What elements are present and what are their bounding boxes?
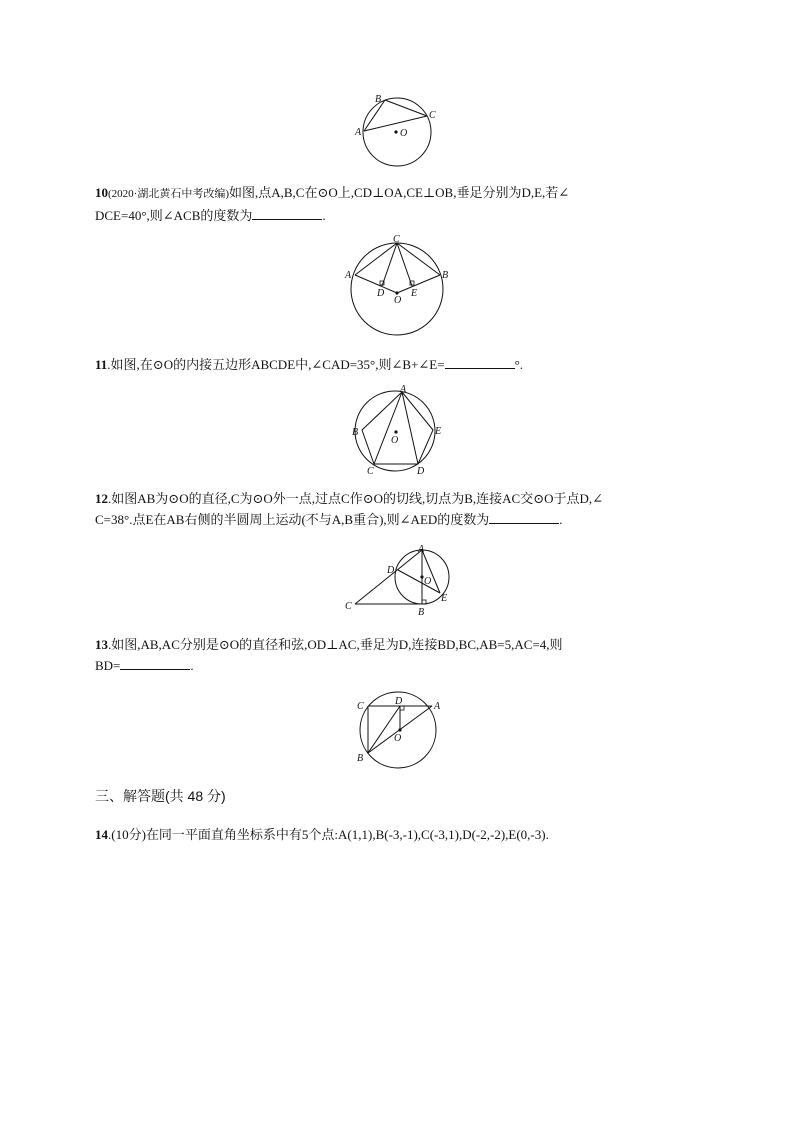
label-e: E [435, 426, 442, 437]
question-11: 11.如图,在⊙O的内接五边形ABCDE中,∠CAD=35°,则∠B+∠E= °. [95, 357, 524, 372]
answer-blank[interactable] [120, 657, 190, 670]
question-text: 如图,点A,B,C在⊙O上,CD⊥OA,CE⊥OB,垂足分别为D,E,若∠ [229, 185, 570, 200]
label-b: B [418, 607, 425, 618]
chord-ac [364, 116, 427, 131]
section-title: 三、解答题(共 48 分) [95, 788, 226, 804]
label-a: A [400, 384, 407, 395]
label-c: C [429, 110, 436, 121]
question-text: C=38°.点E在AB右侧的半圆周上运动(不与A,B重合),则∠AED的度数为 [95, 512, 490, 527]
question-text: DCE=40°,则∠ACB的度数为 [95, 208, 253, 223]
figure-q10 [340, 233, 460, 338]
question-number: 12 [95, 491, 108, 506]
answer-blank[interactable] [445, 356, 515, 369]
question-number: 13 [95, 637, 108, 652]
label-d: D [387, 565, 395, 576]
question-number: 11 [95, 357, 108, 372]
label-o: O [394, 733, 402, 744]
answer-blank[interactable] [252, 207, 322, 220]
label-o: O [400, 128, 408, 139]
label-b: B [352, 427, 359, 438]
question-number: 10 [95, 185, 108, 200]
label-b: B [357, 753, 364, 764]
figure-q13 [350, 690, 450, 772]
label-a: A [355, 127, 362, 138]
question-14 [95, 824, 705, 845]
circle-o [351, 243, 443, 335]
question-text: .(10分)在同一平面直角坐标系中有5个点:A(1,1),B(-3,-1),C(-3,1),D(-2,-2),E(0,-3). [108, 827, 549, 842]
label-e: E [411, 288, 418, 299]
label-c: C [345, 601, 352, 612]
label-d: D [377, 288, 385, 299]
question-source: (2020·湖北黄石中考改编) [108, 188, 229, 200]
question-10: 10(2020·湖北黄石中考改编)如图,点A,B,C在⊙O上,CD⊥OA,CE⊥OB,垂足分别为D,E,若∠ DCE=40°,则∠ACB的度数为 . [95, 185, 570, 223]
label-a: A [434, 701, 441, 712]
label-o: O [391, 435, 399, 446]
question-text: BD= [95, 658, 121, 673]
label-c: C [367, 466, 374, 477]
question-number: 14 [95, 827, 108, 842]
label-a: A [345, 270, 352, 281]
answer-blank[interactable] [489, 511, 559, 524]
figure-q11 [345, 384, 455, 479]
figure-q9 [345, 92, 445, 172]
question-text: .如图,在⊙O的内接五边形ABCDE中,∠CAD=35°,则∠B+∠E= [107, 357, 445, 372]
label-o: O [394, 295, 402, 306]
question-12: 12.如图AB为⊙O的直径,C为⊙O外一点,过点C作⊙O的切线,切点为B,连接AC交⊙O于点D,∠ C=38°.点E在AB右侧的半圆周上运动(不与A,B重合),则∠AED的度数为 . [95, 491, 604, 527]
figure-q12 [340, 543, 460, 618]
label-b: B [442, 270, 449, 281]
question-text: .如图,AB,AC分别是⊙O的直径和弦,OD⊥AC,垂足为D,连接BD,BC,AB=5,AC=4,则 [108, 637, 563, 652]
label-a: A [418, 544, 425, 555]
center-point [394, 130, 397, 133]
label-c: C [393, 234, 400, 245]
label-b: B [375, 94, 382, 105]
label-d: D [417, 466, 425, 477]
question-text: .如图AB为⊙O的直径,C为⊙O外一点,过点C作⊙O的切线,切点为B,连接AC交⊙O于点D,∠ [108, 491, 604, 506]
label-e: E [441, 593, 448, 604]
question-13: 13.如图,AB,AC分别是⊙O的直径和弦,OD⊥AC,垂足为D,连接BD,BC,AB=5,AC=4,则 BD= . [95, 637, 563, 673]
label-d: D [395, 696, 403, 707]
label-c: C [357, 701, 364, 712]
label-o: O [424, 576, 432, 587]
